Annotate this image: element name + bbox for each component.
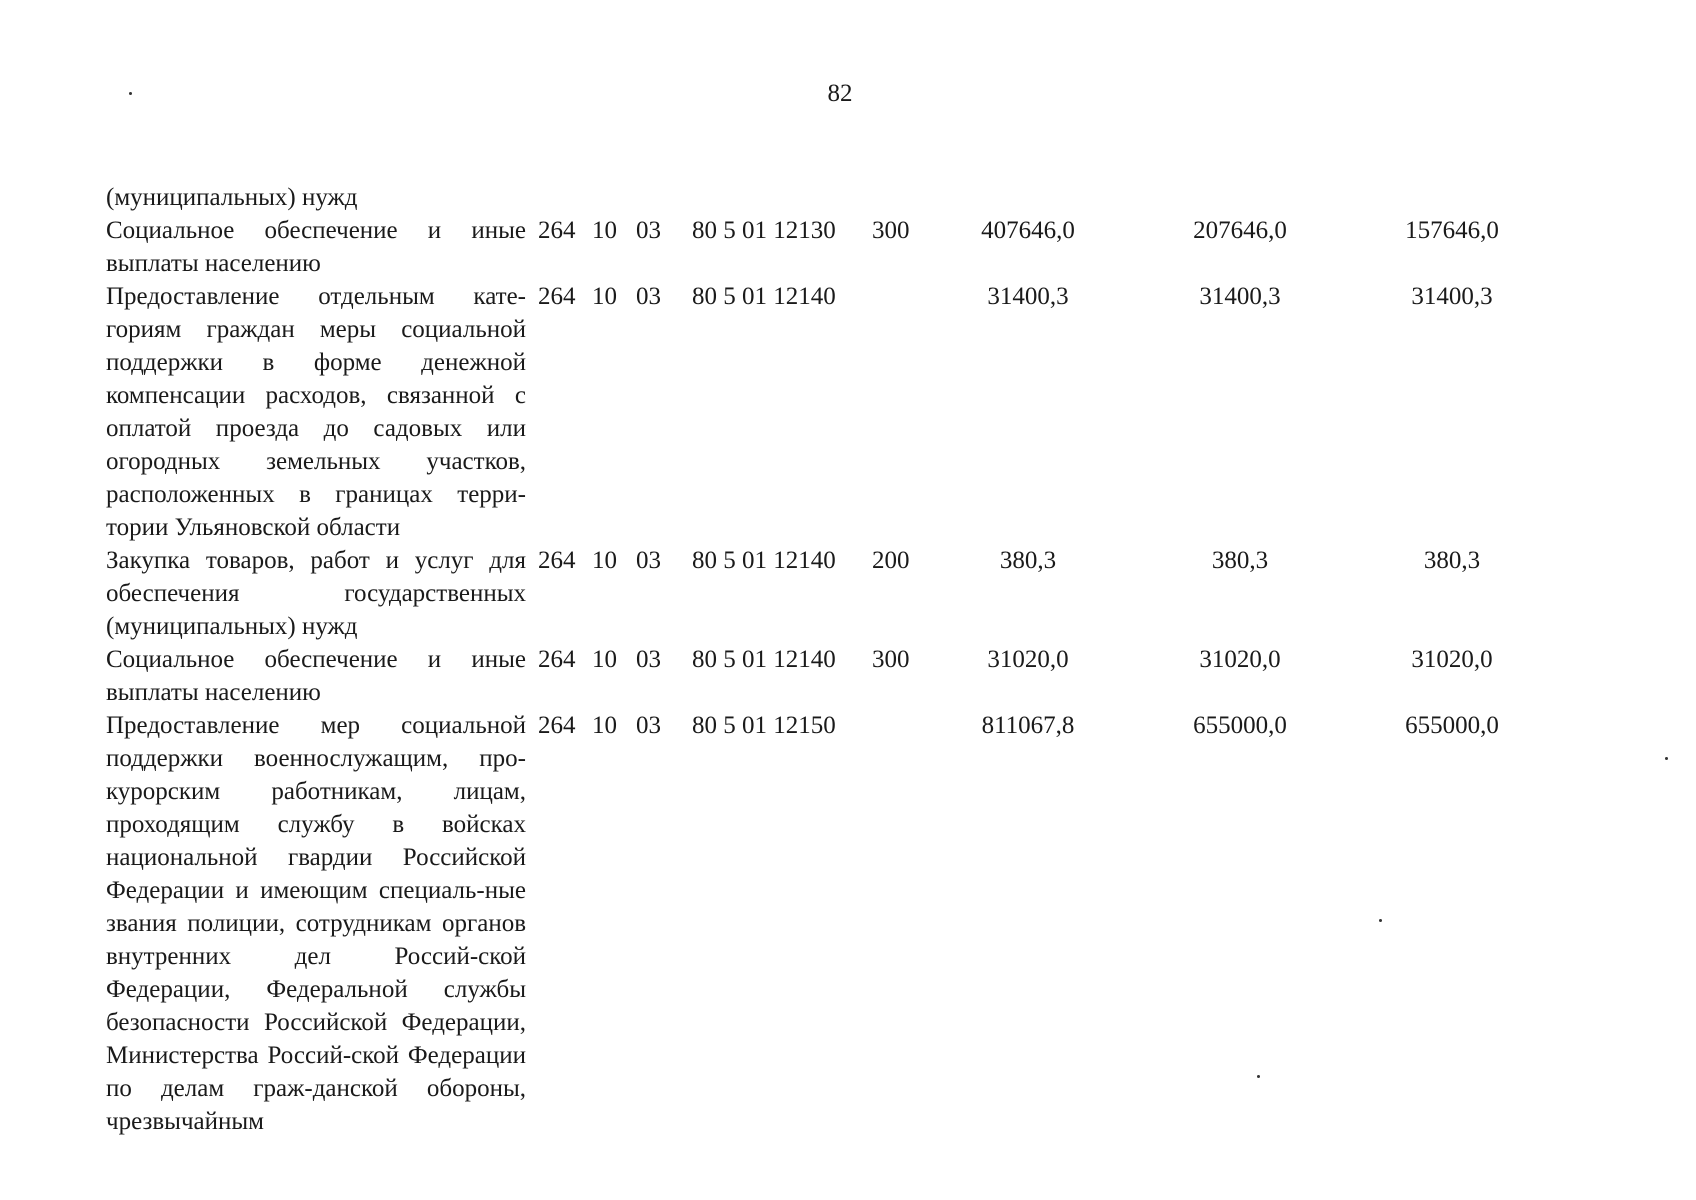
subsection-code: 03	[636, 283, 661, 310]
amount-year-2: 380,3	[1211, 547, 1269, 574]
target-article-code: 80 5 01 12150	[692, 712, 836, 739]
amount-year-1: 811067,8	[981, 712, 1075, 739]
amount-year-1: 407646,0	[981, 217, 1075, 244]
expense-type-code: 200	[872, 547, 910, 574]
target-article-code: 80 5 01 12140	[692, 646, 836, 673]
section-code: 10	[592, 646, 617, 673]
row-description: Закупка товаров, работ и услуг для обеспечения государственных (муниципальных) нужд	[106, 547, 526, 640]
amount-year-3: 157646,0	[1405, 217, 1499, 244]
table-row	[106, 709, 1558, 1138]
row-description: Социальное обеспечение и иные выплаты населению	[106, 646, 526, 706]
table-row	[106, 214, 1558, 280]
amount-year-2: 207646,0	[1193, 217, 1287, 244]
ministry-code: 264	[538, 646, 576, 673]
amount-year-1: 31020,0	[987, 646, 1069, 673]
amount-year-2: 31020,0	[1199, 646, 1281, 673]
budget-table	[106, 181, 1558, 1138]
expense-type-code: 300	[872, 217, 910, 244]
target-article-code: 80 5 01 12140	[692, 283, 836, 310]
target-article-code: 80 5 01 12140	[692, 547, 836, 574]
amount-year-3: 380,3	[1423, 547, 1481, 574]
row-description: Предоставление отдельным кате-гориям граждан меры социальной поддержки в форме денежной компенсации расходов, связанной с оплатой проезда до садовых или огородных земельных участков, расположенных в границах терри-тории Ульяновской области	[106, 283, 526, 541]
amount-year-2: 31400,3	[1199, 283, 1281, 310]
ministry-code: 264	[538, 712, 576, 739]
row-description: Предоставление мер социальной поддержки военнослужащим, про-курорским работникам, лицам, проходящим службу в войсках национальной гвардии Российской Федерации и имеющим специаль-ные звания полиции, сотрудникам органов внутренних дел Россий-ской Федерации, Федеральной службы безопасности Российской Федерации, Министерства Россий-ской Федерации по делам граж-данской обороны, чрезвычайным	[106, 712, 526, 1135]
amount-year-3: 655000,0	[1405, 712, 1499, 739]
target-article-code: 80 5 01 12130	[692, 217, 836, 244]
table-row	[106, 643, 1558, 709]
row-description: (муниципальных) нужд	[106, 184, 358, 211]
amount-year-1: 31400,3	[987, 283, 1069, 310]
amount-year-3: 31020,0	[1411, 646, 1493, 673]
amount-year-3: 31400,3	[1411, 283, 1493, 310]
subsection-code: 03	[636, 547, 661, 574]
section-code: 10	[592, 283, 617, 310]
scan-speck	[1665, 757, 1668, 760]
subsection-code: 03	[636, 712, 661, 739]
subsection-code: 03	[636, 646, 661, 673]
table-row	[106, 181, 1558, 214]
scan-speck	[1379, 919, 1382, 922]
section-code: 10	[592, 712, 617, 739]
table-row	[106, 544, 1558, 643]
scan-speck	[1257, 1075, 1260, 1078]
subsection-code: 03	[636, 217, 661, 244]
amount-year-2: 655000,0	[1193, 712, 1287, 739]
expense-type-code: 300	[872, 646, 910, 673]
ministry-code: 264	[538, 283, 576, 310]
row-description: Социальное обеспечение и иные выплаты населению	[106, 217, 526, 277]
table-row	[106, 280, 1558, 544]
scan-speck	[129, 92, 132, 95]
section-code: 10	[592, 547, 617, 574]
section-code: 10	[592, 217, 617, 244]
ministry-code: 264	[538, 217, 576, 244]
ministry-code: 264	[538, 547, 576, 574]
page-number: 82	[827, 80, 853, 107]
amount-year-1: 380,3	[999, 547, 1057, 574]
